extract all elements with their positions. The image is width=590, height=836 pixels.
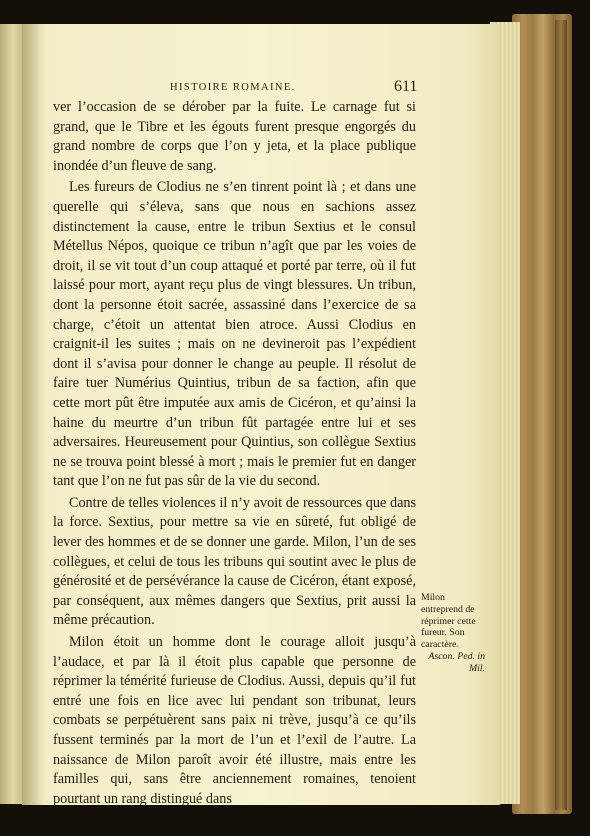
margin-note-text: Milon entreprend de réprimer cette fureur. Son caractère.	[421, 592, 476, 651]
page-number: 611	[394, 78, 418, 95]
facing-page-edge	[0, 24, 22, 804]
paragraph-4: Milon étoit un homme dont le courage alloit jusqu’à l’audace, et par là il étoit plus capable que personne de réprimer la témérité furieuse de Clodius. Aussi, depuis qu’il fut entré une fois en lice avec lui pendant son tribunat, leurs combats se perpétuèrent sans paix ni trève, jusqu’à ce qu’ils fussent terminés par la mort de l’un et l’exil de l’autre. La naissance de Milon paroît avoir été illustre, mais entre les familles qui, sans être anciennement romaines, tenoient pourtant un rang distingué dans	[53, 634, 416, 807]
running-head: HISTOIRE ROMAINE.	[170, 82, 296, 93]
gutter-shadow	[22, 24, 46, 805]
paragraph-3: Contre de telles violences il n’y avoit de ressources que dans la force. Sextius, pour mettre sa vie en sûreté, fut obligé de lever des hommes et de se donner une garde. Milon, l’un de ses collègues, et celui de tous les tribuns qui soutint avec le plus de générosité et de persévérance la cause de Cicéron, étant exposé, par conséquent, aux mêmes dangers que Sextius, prit aussi la même précaution.	[53, 494, 416, 629]
body-text	[53, 98, 416, 811]
paragraph-1: ver l’occasion de se dérober par la fuite. Le carnage fut si grand, que le Tibre et les égouts furent presque engorgés du grand nombre de corps que l’on y jeta, et la place publique inondée d’un fleuve de sang.	[53, 99, 416, 174]
book-cover-edge	[555, 20, 567, 810]
margin-note	[421, 592, 485, 675]
paragraph-2: Les fureurs de Clodius ne s’en tinrent point là ; et dans une querelle qui s’éleva, sans que nous en sachions assez distinctement la cause, entre le tribun Sextius et le consul Métellus Népos, quoique ce tribun n’agît que par les voies de droit, il se vit tout d’un coup attaqué et porté par terre, où il fut laissé pour mort, ayant reçu plus de vingt blessures. Un tribun, dont la personne étoit sacrée, assassiné dans l’exercice de sa charge, c’étoit un attentat bien atroce. Aussi Clodius en craignit-il les suites ; mais on ne devineroit pas l’expédient dont il s’avisa pour donner le change au peuple. Il résolut de faire tuer Numérius Quintius, tribun de sa faction, afin que cette mort pût être imputée aux amis de Cicéron, et qu’ainsi la haine du meurtre d’un tribun fût partagée entre lui et ses adversaires. Heureusement pour Quintius, son collègue Sextius ne se trouva point blessé à mort ; mais le premier fut en danger tant que l’on ne fut pas sûr de la vie du second.	[53, 179, 416, 490]
page-header	[170, 79, 440, 99]
margin-note-reference: Ascon. Ped. in Mil.	[428, 650, 485, 674]
